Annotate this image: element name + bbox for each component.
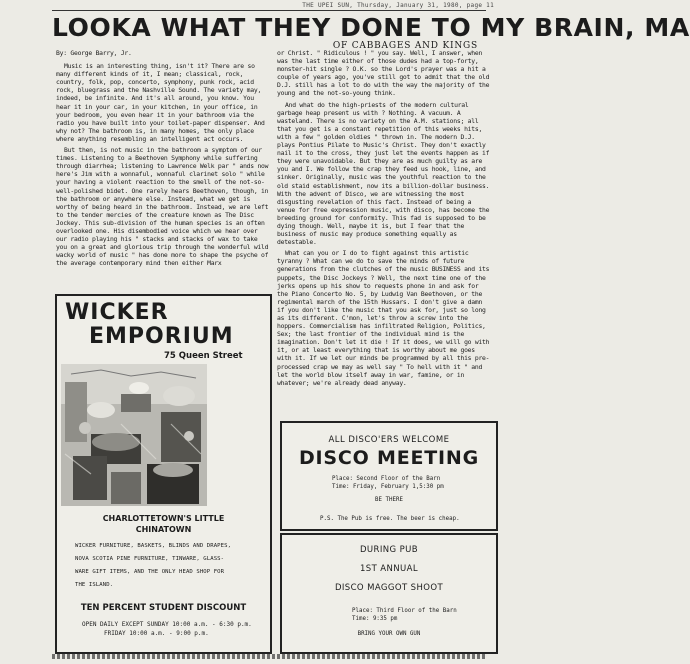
byline: By: George Barry, Jr. — [56, 49, 132, 57]
disco-be-there: BE THERE — [375, 497, 403, 503]
article-paragraph: or Christ. " Ridiculous ! " you say. Well, I answer, when was the last time either of those dudes had a top-forty, monster-hit single ? O.K. so the Lord's prayer was a hit a couple of years ago, you've still got to admit that the old D.J. still has a lot to do with the way the majority of the young and the not-so-young think. — [277, 49, 490, 98]
article-paragraph: Music is an interesting thing, isn't it? There are so many different kinds of it, I mean; classical, rock, country, folk, pop, concerto, symphony, punk rock, acid rock, bluegrass and the Nashville Sound. The variety may, indeed, be infinite. And it's all around, you know. You hear it in your car, in your kitchen, in your office, in your bedroom, you even hear it in your bathroom via the radio you have built into your toilet-paper dispenser. And why not? The bathroom is, in many homes, the only place where anything resembling an intelligent act occurs. — [56, 62, 265, 143]
maggot-line: 1ST ANNUAL — [359, 564, 418, 574]
ad-hours — [82, 620, 252, 638]
ad-hours-line: FRIDAY 10:00 a.m. - 9:00 p.m. — [104, 630, 209, 637]
maggot-time: Time: 9:35 pm — [352, 616, 398, 622]
maggot-place: Place: Third Floor of the Barn — [352, 608, 457, 614]
ad-title-emporium: EMPORIUM — [89, 324, 234, 349]
ad-body-line: WARE GIFT ITEMS, AND THE ONLY HEAD SHOP FOR — [75, 569, 225, 575]
disco-details — [332, 475, 444, 491]
article-paragraph: And what do the high-priests of the modern cultural garbage heap present us with ? Nothing. A vacuum. A wasteland. There is no variety on the A.M. stations; all that you get is a constant repetition of this weeks hits, with a few " golden oldies " thrown in. The modern D.J. plays Pontius Pilate to Music's Christ. They don't exactly nail it to the cross, they just let the events happen as if they were unavoidable. But they are as much guilty as are you and I. We follow the crap they feed us hook, line, and sinker. Originally, music was the youthful reaction to the old staid establishment, now its a billion-dollar business. With the advent of Disco, we are witnessing the most disgusting revelation of this fact. Instead of being a venue for free expression music, with disco, has become the breeding ground for conformity. This fad is supposed to be dying though. Well, maybe it is, but I fear that the business of music may produce something equally as detestable. — [277, 100, 490, 247]
disco-place: Place: Second Floor of the Barn — [332, 476, 441, 482]
article-paragraph: But then, is not music in the bathroom a symptom of our times. Listening to a Beethoven Symphony while suffering through diarrhea; listening to Lawrence Welk par " ands now here's Jim with a wonnaful, wonnaful clarinet solo " while your having a violent reaction to the smell of the not-so-well-polished bidet. One rarely hears Beethoven, though, in the bathroom or anywhere else. Instead, what we get is worthy of being heard in the bathroom. Instead, we are left to the tender mercies of the creature known as The Disc Jockey. This sub-division of the human species is an often overlooked one. His disembodied voice which we hear over our radio playing his " stacks and stacks of wax to take you on a great and glorious trip through the wonderful wild wacky world of music " has done more to shape the psyche of the average contemporary mind then either Marx — [56, 146, 269, 268]
bottom-rule — [52, 654, 486, 659]
disco-time: Time: Friday, February 1,5:30 pm — [332, 484, 444, 490]
ad-subtitle: CHARLOTTETOWN'S LITTLE — [102, 514, 225, 523]
store-photo — [61, 364, 207, 506]
disco-ps: P.S. The Pub is free. The beer is cheap. — [320, 516, 460, 522]
ad-body — [75, 540, 265, 592]
subhead: OF CABBAGES AND KINGS — [332, 41, 478, 51]
ad-hours-line: OPEN DAILY EXCEPT SUNDAY 10:00 a.m. - 6:30 p.m. — [82, 621, 252, 628]
disco-meeting-ad — [280, 421, 498, 531]
ad-discount: TEN PERCENT STUDENT DISCOUNT — [80, 603, 247, 613]
disco-title: DISCO MEETING — [298, 447, 480, 469]
maggot-details — [352, 607, 457, 623]
article-paragraph: What can you or I do to fight against this artistic tyranny ? What can we do to save the minds of future generations from the clutches of the music BUSINESS and its puppets, the Disc Jockeys ? Well, the next time one of the jerks opens up his show to requests phone in and ask for the Piano Concerto No. 5, by Ludwig Van Beethoven, or the regimental march of the 15th Hussars. I don't give a damn if you don't like the music that you ask for, just so long as its different. C'mon, let's throw a screw into the hoppers. Commercialism has infiltrated Religion, Politics, Sex; the last frontier of the individual mind is the imagination. Don't let it die ! If it does, we will go with it, or at least everything that is worthy about me goes with it. If we let our minds be programmed by all this pre-processed crap we may as well say " To hell with it " and let the world blow itself away in war, famine, or in whatever; we're already dead anyway. — [277, 249, 490, 387]
article-left-column — [56, 49, 270, 291]
ad-body-line: THE ISLAND. — [75, 582, 114, 588]
maggot-line: DISCO MAGGOT SHOOT — [334, 583, 444, 593]
running-head: THE UPEI SUN, Thursday, January 31, 1980, page 11 — [302, 2, 494, 9]
maggot-gun: BRING YOUR OWN GUN — [357, 631, 421, 637]
top-rule — [52, 10, 486, 11]
ad-title-wicker: WICKER — [65, 300, 169, 325]
maggot-line: DURING PUB — [359, 545, 418, 555]
wicker-emporium-ad — [55, 294, 272, 654]
ad-address: 75 Queen Street — [164, 351, 243, 361]
headline: LOOKA WHAT THEY DONE TO MY BRAIN, MA — [52, 13, 690, 42]
ad-subtitle: CHINATOWN — [135, 525, 192, 534]
store-photo-image — [61, 364, 207, 506]
maggot-shoot-ad — [280, 533, 498, 654]
ad-body-line: WICKER FURNITURE, BASKETS, BLINDS AND DRAPES, — [75, 543, 232, 549]
disco-heading: ALL DISCO'ERS WELCOME — [328, 435, 450, 445]
article-right-column — [277, 49, 491, 390]
ad-body-line: NOVA SCOTIA PINE FURNITURE, TINWARE, GLASS- — [75, 556, 225, 562]
